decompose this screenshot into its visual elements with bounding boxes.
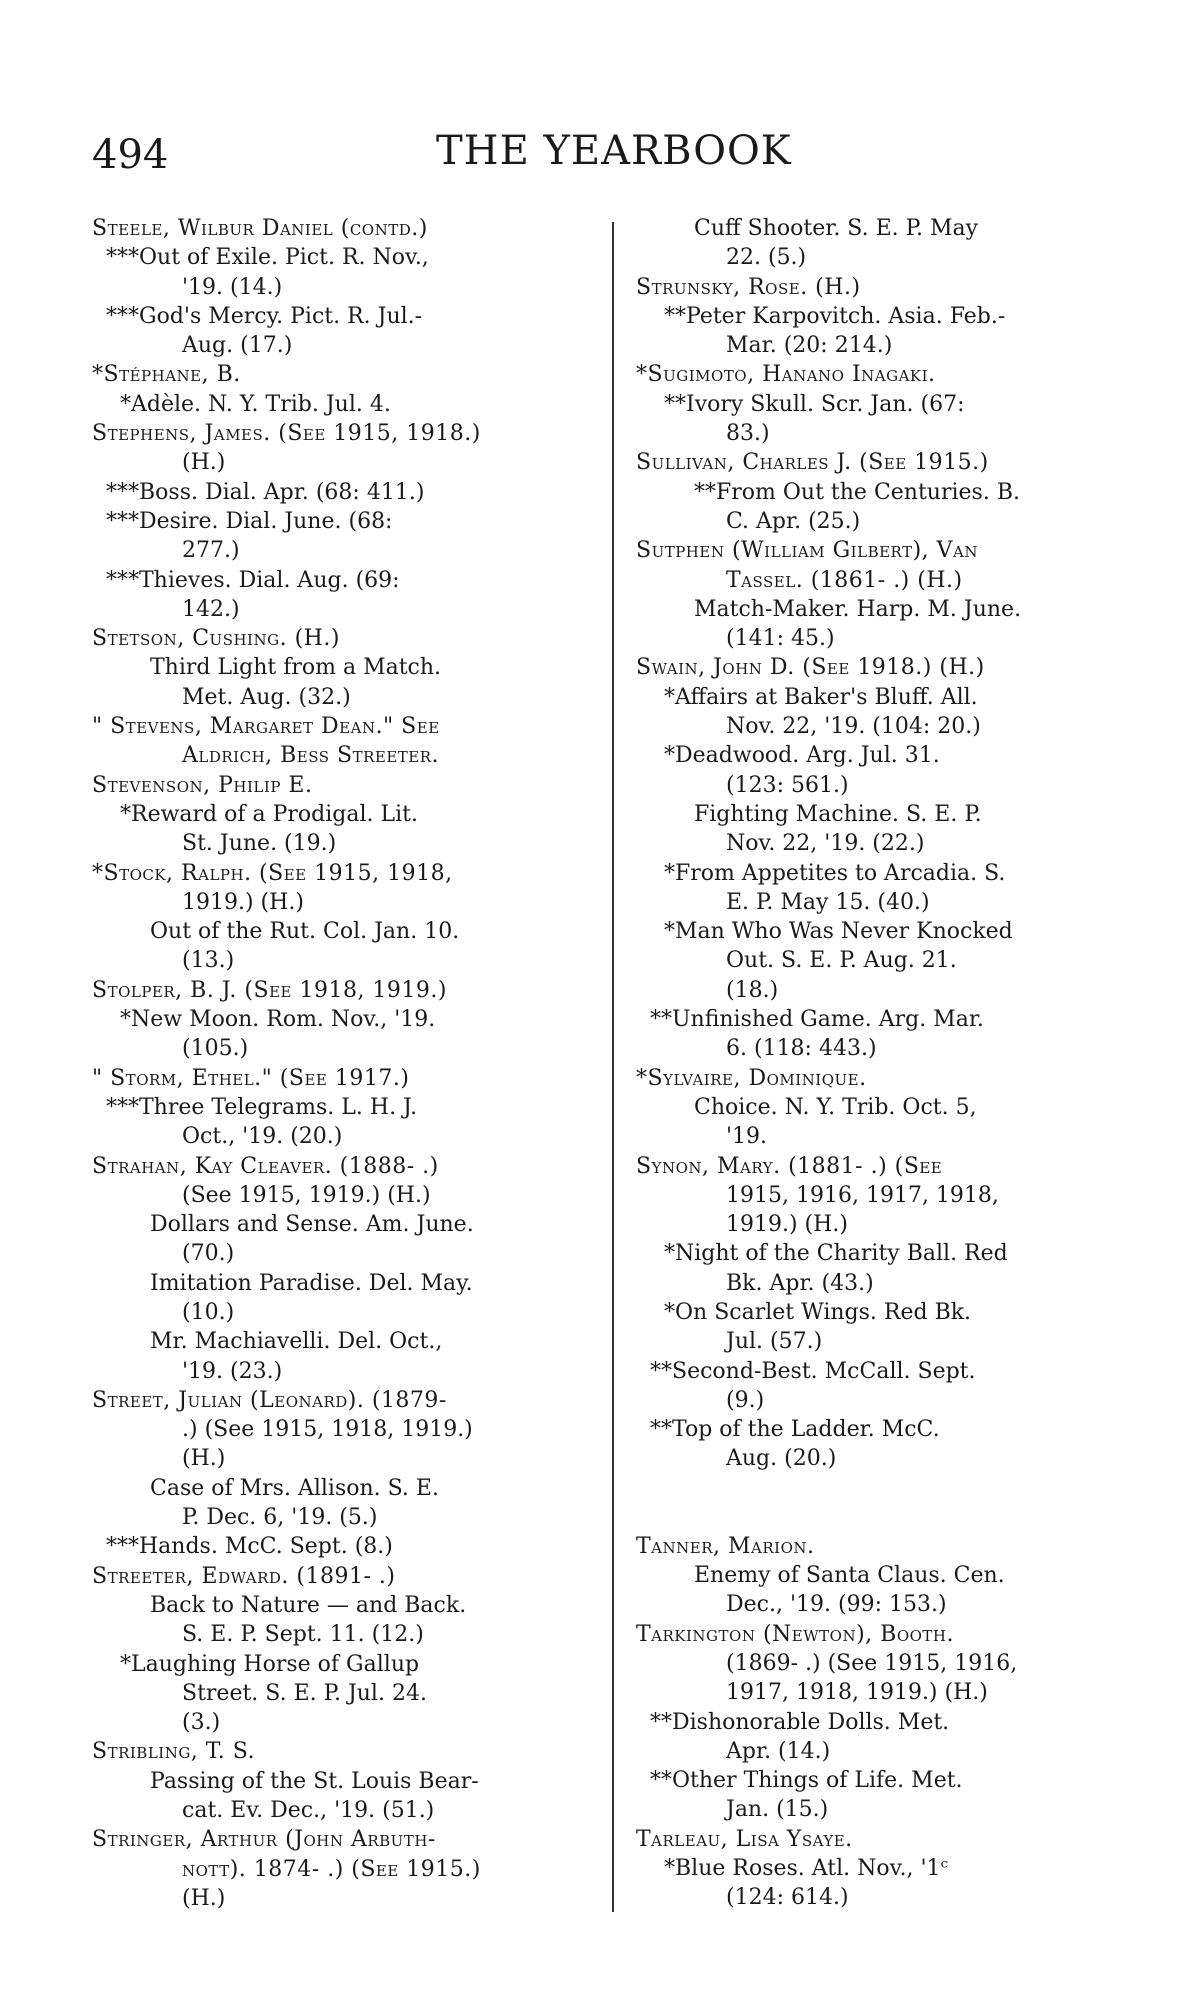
entry-line: " Stevens, Margaret Dean." See: [92, 714, 440, 740]
entry-line: *Deadwood. Arg. Jul. 31.: [664, 743, 940, 769]
entry-line: *Sylvaire, Dominique.: [636, 1065, 867, 1091]
entry-line: **From Out the Centuries. B.: [694, 479, 1020, 505]
entry-line: P. Dec. 6, '19. (5.): [182, 1505, 378, 1531]
entry-line: ***Hands. McC. Sept. (8.): [106, 1534, 393, 1560]
entry-line: (H.): [182, 1885, 226, 1911]
entry-line: *Affairs at Baker's Bluff. All.: [664, 684, 978, 710]
entry-line: (H.): [182, 1446, 226, 1472]
entry-line: *New Moon. Rom. Nov., '19.: [120, 1007, 436, 1033]
entry-line: Stolper, B. J. (See 1918, 1919.): [92, 977, 447, 1003]
entry-line: E. P. May 15. (40.): [726, 889, 930, 915]
entry-line: *Blue Roses. Atl. Nov., '1ᶜ: [664, 1856, 949, 1882]
entry-line: **Top of the Ladder. McC.: [650, 1417, 940, 1443]
entry-line: Strunsky, Rose. (H.): [636, 274, 861, 300]
entry-line: Sullivan, Charles J. (See 1915.): [636, 450, 989, 476]
entry-line: Tassel. (1861- .) (H.): [726, 567, 963, 593]
entry-line: Swain, John D. (See 1918.) (H.): [636, 655, 985, 681]
entry-line: Enemy of Santa Claus. Cen.: [694, 1563, 1005, 1589]
entry-line: *Adèle. N. Y. Trib. Jul. 4.: [120, 391, 391, 417]
entry-line: 1915, 1916, 1917, 1918,: [726, 1182, 999, 1208]
page-number: 494: [92, 132, 169, 178]
entry-line: Stringer, Arthur (John Arbuth-: [92, 1827, 436, 1853]
entry-line: 1919.) (H.): [182, 889, 304, 915]
entry-line: 1919.) (H.): [726, 1212, 848, 1238]
entry-line: 1917, 1918, 1919.) (H.): [726, 1680, 988, 1706]
entry-line: cat. Ev. Dec., '19. (51.): [182, 1798, 435, 1824]
entry-line: Apr. (14.): [726, 1738, 831, 1764]
entry-line: Street, Julian (Leonard). (1879-: [92, 1387, 447, 1413]
entry-line: **Ivory Skull. Scr. Jan. (67:: [664, 391, 965, 417]
entry-line: **Second-Best. McCall. Sept.: [650, 1358, 976, 1384]
entry-line: (H.): [182, 450, 226, 476]
entry-line: *Stéphane, B.: [92, 362, 241, 388]
entry-line: Aug. (17.): [182, 333, 293, 359]
entry-line: 22. (5.): [726, 245, 807, 271]
running-title: THE YEARBOOK: [436, 128, 792, 174]
entry-line: Sutphen (William Gilbert), Van: [636, 538, 978, 564]
entry-line: Streeter, Edward. (1891- .): [92, 1563, 396, 1589]
entry-line: nott). 1874- .) (See 1915.): [182, 1856, 481, 1882]
entry-line: S. E. P. Sept. 11. (12.): [182, 1622, 424, 1648]
entry-line: ***Thieves. Dial. Aug. (69:: [106, 567, 400, 593]
entry-line: Tarkington (Newton), Booth.: [636, 1621, 954, 1647]
entry-line: 142.): [182, 596, 240, 622]
entry-line: Choice. N. Y. Trib. Oct. 5,: [694, 1094, 977, 1120]
entry-line: Stribling, T. S.: [92, 1739, 256, 1765]
left-column: [92, 214, 588, 1913]
entry-line: Street. S. E. P. Jul. 24.: [182, 1680, 427, 1706]
entry-line: Nov. 22, '19. (104: 20.): [726, 714, 981, 740]
right-column: [636, 214, 1132, 1913]
entry-line: (141: 45.): [726, 626, 835, 652]
entry-line: *Stock, Ralph. (See 1915, 1918,: [92, 860, 453, 886]
entry-line: Jul. (57.): [726, 1329, 823, 1355]
entry-line: Tarleau, Lisa Ysaye.: [636, 1826, 853, 1852]
entry-line: *Reward of a Prodigal. Lit.: [120, 801, 418, 827]
entry-line: Strahan, Kay Cleaver. (1888- .): [92, 1153, 439, 1179]
entry-line: *Laughing Horse of Gallup: [120, 1651, 420, 1677]
entry-line: (123: 561.): [726, 772, 849, 798]
entry-line: Out. S. E. P. Aug. 21.: [726, 948, 957, 974]
entry-line: Nov. 22, '19. (22.): [726, 831, 925, 857]
entry-line: (105.): [182, 1036, 249, 1062]
entry-line: **Dishonorable Dolls. Met.: [650, 1709, 950, 1735]
entry-line: ***Boss. Dial. Apr. (68: 411.): [106, 479, 425, 505]
entry-line: Tanner, Marion.: [636, 1533, 815, 1559]
entry-line: *Night of the Charity Ball. Red: [664, 1241, 1008, 1267]
entry-line: Bk. Apr. (43.): [726, 1270, 874, 1296]
entry-line: Aug. (20.): [726, 1446, 837, 1472]
entry-line: Steele, Wilbur Daniel (contd.): [92, 216, 428, 241]
entry-line: .) (See 1915, 1918, 1919.): [182, 1417, 473, 1443]
entry-line: 6. (118: 443.): [726, 1036, 877, 1062]
entry-line: *On Scarlet Wings. Red Bk.: [664, 1299, 972, 1325]
entry-line: (124: 614.): [726, 1885, 849, 1911]
entry-line: Stetson, Cushing. (H.): [92, 626, 340, 652]
entry-line: *Sugimoto, Hanano Inagaki.: [636, 362, 936, 388]
entry-line: C. Apr. (25.): [726, 508, 861, 534]
entry-line: ***Desire. Dial. June. (68:: [106, 508, 393, 534]
entry-line: *Man Who Was Never Knocked: [664, 919, 1013, 945]
entry-line: Stephens, James. (See 1915, 1918.): [92, 421, 481, 447]
entry-line: (13.): [182, 948, 235, 974]
entry-line: 83.): [726, 421, 770, 447]
entry-line: (10.): [182, 1299, 235, 1325]
column-divider: [612, 222, 614, 1912]
entry-line: '19. (14.): [182, 274, 283, 300]
entry-line: Mr. Machiavelli. Del. Oct.,: [150, 1329, 443, 1355]
entry-line: Stevenson, Philip E.: [92, 772, 313, 798]
entry-line: Case of Mrs. Allison. S. E.: [150, 1475, 439, 1501]
entry-line: Dollars and Sense. Am. June.: [150, 1212, 474, 1238]
entry-line: (3.): [182, 1710, 221, 1736]
entry-line: Imitation Paradise. Del. May.: [150, 1270, 473, 1296]
entry-line: Synon, Mary. (1881- .) (See: [636, 1153, 943, 1179]
entry-line: St. June. (19.): [182, 831, 337, 857]
entry-line: Dec., '19. (99: 153.): [726, 1592, 947, 1618]
entry-line: Passing of the St. Louis Bear-: [150, 1768, 479, 1794]
entry-line: '19.: [726, 1124, 768, 1150]
entry-line: " Storm, Ethel." (See 1917.): [92, 1065, 410, 1091]
entry-line: Back to Nature — and Back.: [150, 1592, 467, 1618]
entry-line: Met. Aug. (32.): [182, 684, 351, 710]
entry-line: Oct., '19. (20.): [182, 1124, 343, 1150]
entry-line: '19. (23.): [182, 1358, 283, 1384]
entry-line: Cuff Shooter. S. E. P. May: [694, 216, 979, 241]
entry-line: Mar. (20: 214.): [726, 333, 893, 359]
entry-line: (1869- .) (See 1915, 1916,: [726, 1650, 1018, 1676]
entry-line: Jan. (15.): [726, 1797, 829, 1823]
entry-line: ***Three Telegrams. L. H. J.: [106, 1094, 418, 1120]
entry-line: 277.): [182, 538, 240, 564]
entry-line: ***Out of Exile. Pict. R. Nov.,: [106, 245, 429, 271]
entry-line: (See 1915, 1919.) (H.): [182, 1182, 431, 1208]
entry-line: Third Light from a Match.: [150, 655, 442, 681]
entry-line: (70.): [182, 1241, 235, 1267]
section-gap: [636, 1474, 1132, 1532]
entry-line: Aldrich, Bess Streeter.: [182, 743, 440, 769]
entry-line: **Unfinished Game. Arg. Mar.: [650, 1007, 984, 1033]
entry-line: **Other Things of Life. Met.: [650, 1768, 963, 1794]
entry-line: *From Appetites to Arcadia. S.: [664, 860, 1006, 886]
entry-line: Match-Maker. Harp. M. June.: [694, 596, 1022, 622]
entry-line: (9.): [726, 1387, 765, 1413]
entry-line: (18.): [726, 977, 779, 1003]
entry-line: Fighting Machine. S. E. P.: [694, 801, 982, 827]
entry-line: **Peter Karpovitch. Asia. Feb.-: [664, 303, 1006, 329]
entry-line: Out of the Rut. Col. Jan. 10.: [150, 919, 460, 945]
entry-line: ***God's Mercy. Pict. R. Jul.-: [106, 303, 423, 329]
